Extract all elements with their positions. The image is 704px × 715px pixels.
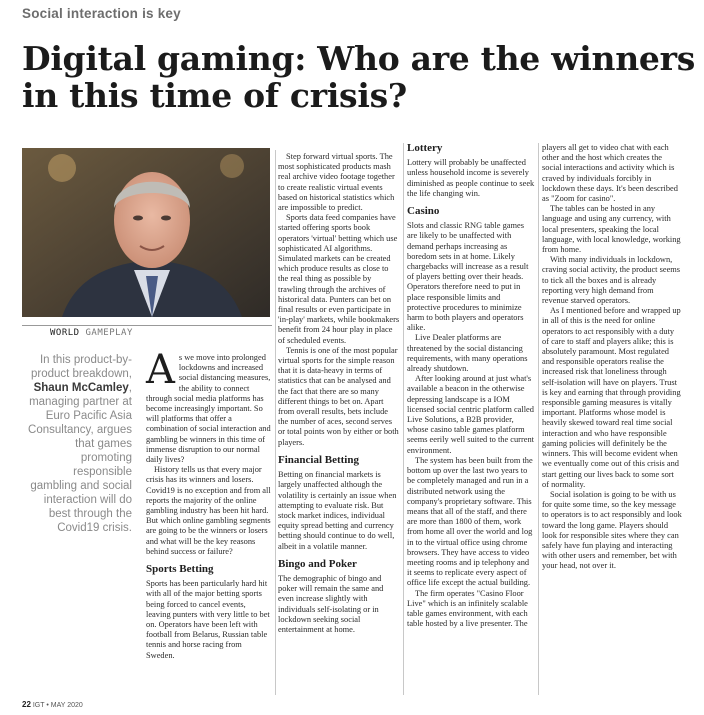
paragraph: Sports data feed companies have started offering sports book operators 'virtual' betting which use sophisticated AI algorithms. Simulated markets can be created which produce results as close to the real thing as possible by trawling through the archives of historical data. Punters can bet on final results or even participate in 'in-play' markets, while bookmakers benefit from 24 hour play in place of scheduled events. [278, 213, 400, 345]
author-photo [22, 148, 270, 317]
paragraph: History tells us that every major crisis has its winners and losers. Covid19 is no exception and from all reports the majority of the online gambling industry has been hit hard. But which online gambling segments are going to be the winners or losers and what will be the key reasons behind success or failure? [146, 465, 271, 556]
portrait-image [22, 148, 270, 317]
publication-info: IGT • MAY 2020 [32, 702, 83, 709]
paragraph: As I mentioned before and wrapped up in all of this is the need for online operators to act responsibly with a duty of care to staff and players alike; this is absolutely paramount. Most regulated and responsible operators realise the increased risk that loneliness through self-isolation will have on players. Trust is key and earning that through providing responsible gaming measures is vitally important. Platforms whose model is heavily skewed toward real time social interaction and who have responsible gaming policies will definitely be the winners. This will become evident when we eventually come out of this crisis and start getting our lives back to some sort of normality. [542, 306, 681, 489]
intro-paragraph [146, 347, 272, 465]
paragraph: Tennis is one of the most popular virtual sports for the simple reason that it is data-heavy in terms of statistics that can be analysed and the fact that there are so many different things to bet on. Apart from overall results, bets include the number of aces, second serves or total points won by either or both players. [278, 345, 399, 447]
column-rule [275, 150, 276, 695]
paragraph: Slots and classic RNG table games are likely to be unaffected with demand perhaps increasing as boredom sets in at home. Likely chargebacks will increase as a result of players betting over their heads. Operators therefore need to put in place responsible limits and protective procedures to minimize harm to both players and operators alike. [407, 221, 529, 333]
subheading-bingo-poker: Bingo and Poker [278, 557, 357, 570]
paragraph: With many individuals in lockdown, craving social activity, the product seems to tick all the boxes and is already reporting very high demand from revenue starved operators. [542, 255, 681, 306]
paragraph: players all get to video chat with each other and the host which creates the social interactions and activity which is craved by individuals forcibly in lockdown these days. It's been described as "Zoom for casino". [542, 143, 678, 204]
drop-cap: A [146, 347, 175, 393]
page-number: 22 [22, 700, 31, 709]
paragraph: Sports has been particularly hard hit with all of the major betting sports being forced to cancel events, leaving punters with very little to bet on. Operators have been left with football from Belarus, Russian table tennis and horse racing from Sweden. [146, 579, 270, 660]
headline: Digital gaming: Who are the winners in this time of crisis? [22, 39, 695, 115]
subheading-financial-betting: Financial Betting [278, 453, 359, 466]
section-part1: WORLD [50, 328, 80, 338]
subheading-sports-betting: Sports Betting [146, 563, 214, 576]
article-column-1 [146, 347, 272, 661]
paragraph: The firm operates "Casino Floor Live" which is an infinitely scalable table games environment, with each table hosted by a live presenter. The [407, 588, 528, 629]
paragraph: The tables can be hosted in any language and using any currency, with local presenters, speaking the local language, with local knowledge, working from home. [542, 204, 681, 255]
article-column-2 [278, 152, 400, 635]
article-column-3 [407, 143, 535, 629]
column-rule [538, 143, 539, 695]
section-tag [50, 328, 133, 338]
kicker: Social interaction is key [22, 6, 181, 21]
paragraph: The system has been built from the bottom up over the last two years to be completely managed and run in a distributed network using the company's proprietary software. This means that all of the staff, and there are more than 1800 of them, work from home all over the world and log in to the virtual office using chrome browsers. They have access to video meeting rooms and ip telephony and it seems to replicate every aspect of office life except the actual building. [407, 455, 533, 588]
section-part2: GAMEPLAY [85, 328, 133, 338]
standfirst-after: , managing partner at Euro Pacific Asia Consultancy, argues that games promoting responsible gambling and social interaction will do best through the Covid19 crisis. [28, 382, 132, 534]
paragraph: s we move into prolonged lockdowns and increased social distancing measures, the ability to connect through social media platforms has become increasingly important. So will platforms that offer a combination of social interaction and gambling be winners in this time of immense disruption to our normal daily lives? [146, 353, 271, 465]
article-column-4 [542, 143, 682, 572]
standfirst [26, 353, 132, 535]
paragraph: After looking around at just what's available a beacon in the otherwise depressing landscape is a IOM licensed social centric platform called Live Solutions, a B2B provider, whose casino table games platform seems eerily well suited to the current environment. [407, 374, 534, 455]
paragraph: Lottery will probably be unaffected unless household income is severely diminished as people continue to seek the life changing win. [407, 158, 535, 198]
paragraph: Live Dealer platforms are threatened by the social distancing requirements, with many operations already shutdown. [407, 333, 528, 374]
paragraph: Betting on financial markets is largely unaffected although the volatility is certainly an issue when attempting to evaluate risk. But stock market indices, individual equity spread betting and currency betting should continue to do well, albeit in a volatile manner. [278, 470, 397, 551]
subheading-lottery: Lottery [407, 142, 443, 154]
divider [22, 325, 272, 326]
standfirst-before: In this product-by-product breakdown, [30, 354, 132, 380]
author-name: Shaun McCamley [33, 382, 129, 394]
paragraph: The demographic of bingo and poker will remain the same and even increase slightly with individuals self-isolating or in lockdown seeking social entertainment at home. [278, 573, 384, 634]
column-rule [403, 143, 404, 695]
page-footer [22, 700, 83, 709]
paragraph: Step forward virtual sports. The most sophisticated products mash real archive video footage together to create realistic virtual events based on historical statistics which are impossible to predict. [278, 152, 395, 213]
paragraph: Social isolation is going to be with us for quite some time, so the key message to operators is to act responsibly and look toward the long game. Players should look for responsible sites where they can safely have fun playing and interacting with other users and remember, bet with your head, not over it. [542, 489, 682, 571]
subheading-casino: Casino [407, 205, 440, 218]
